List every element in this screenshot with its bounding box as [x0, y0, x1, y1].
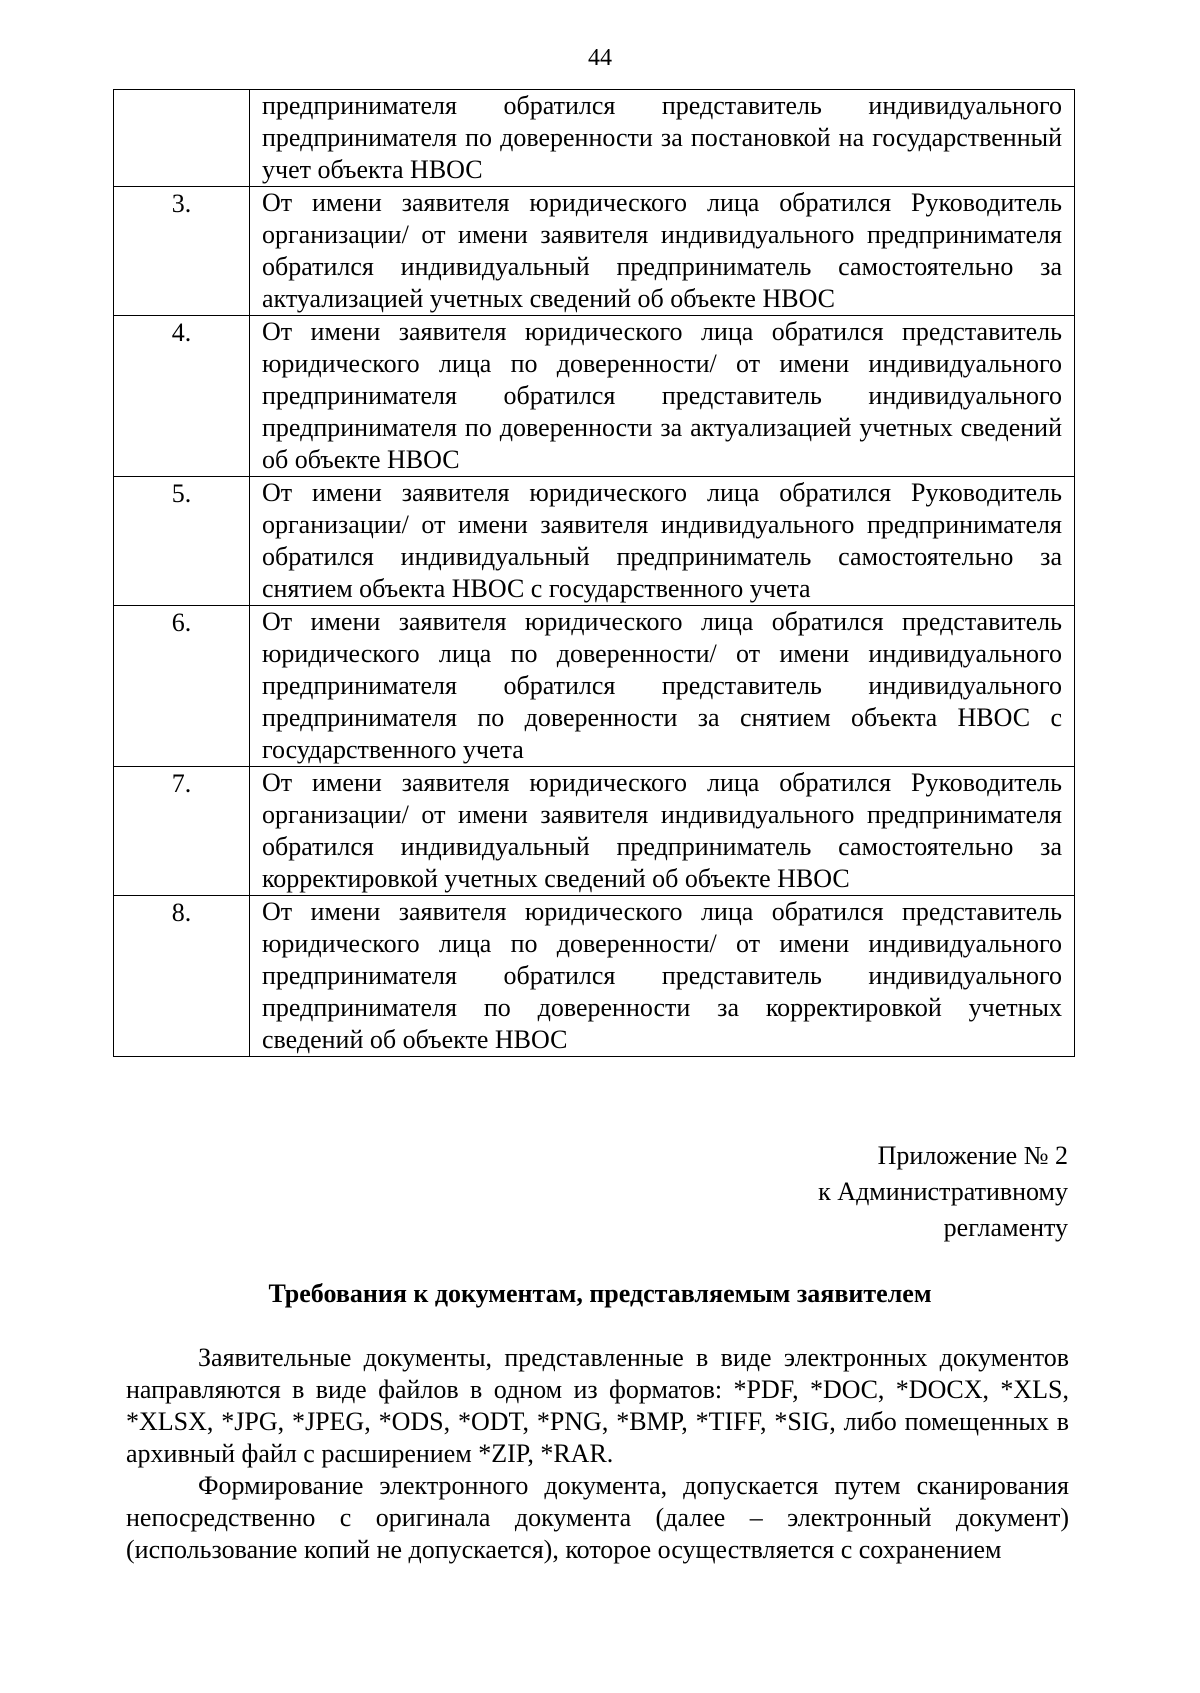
row-number: 3. [114, 187, 250, 316]
row-number: 5. [114, 477, 250, 606]
table-row [114, 896, 1075, 1057]
section-title: Требования к документам, представляемым заявителем [268, 1279, 932, 1308]
table-row [114, 606, 1075, 767]
table-row [114, 767, 1075, 896]
appendix-line-1: Приложение № 2 [877, 1141, 1068, 1170]
row-number [114, 90, 250, 187]
appendix-heading [818, 1138, 1068, 1246]
row-number: 4. [114, 316, 250, 477]
body-text [126, 1342, 1069, 1566]
row-description: От имени заявителя юридического лица обратился Руководитель организации/ от имени заявителя индивидуального предпринимателя обратился индивидуальный предприниматель самостоятельно за снятием объекта НВОС с государственного учета [250, 477, 1075, 606]
paragraph-scanning: Формирование электронного документа, допускается путем сканирования непосредственно с оригинала документа (далее – электронный документ) (использование копий не допускается), которое осуществляется с сохранением [126, 1471, 1069, 1564]
row-number: 7. [114, 767, 250, 896]
table-row [114, 477, 1075, 606]
page-number: 44 [588, 45, 612, 71]
table-row [114, 90, 1075, 187]
row-description: От имени заявителя юридического лица обратился Руководитель организации/ от имени заявителя индивидуального предпринимателя обратился индивидуальный предприниматель самостоятельно за корректировкой учетных сведений об объекте НВОС [250, 767, 1075, 896]
row-description: От имени заявителя юридического лица обратился Руководитель организации/ от имени заявителя индивидуального предпринимателя обратился индивидуальный предприниматель самостоятельно за актуализацией учетных сведений об объекте НВОС [250, 187, 1075, 316]
table-row [114, 187, 1075, 316]
row-description: От имени заявителя юридического лица обратился представитель юридического лица по доверенности/ от имени индивидуального предпринимателя обратился представитель индивидуального предпринимателя по доверенности за актуализацией учетных сведений об объекте НВОС [250, 316, 1075, 477]
table-row [114, 316, 1075, 477]
applicant-cases-table [113, 89, 1075, 1057]
row-number: 8. [114, 896, 250, 1057]
row-description: От имени заявителя юридического лица обратился представитель юридического лица по доверенности/ от имени индивидуального предпринимателя обратился представитель индивидуального предпринимателя по доверенности за корректировкой учетных сведений об объекте НВОС [250, 896, 1075, 1057]
row-description: От имени заявителя юридического лица обратился представитель юридического лица по доверенности/ от имени индивидуального предпринимателя обратился представитель индивидуального предпринимателя по доверенности за снятием объекта НВОС с государственного учета [250, 606, 1075, 767]
appendix-line-2: к Административному [818, 1177, 1068, 1206]
appendix-line-3: регламенту [943, 1213, 1068, 1242]
row-description: предпринимателя обратился представитель индивидуального предпринимателя по доверенности за постановкой на государственный учет объекта НВОС [250, 90, 1075, 187]
paragraph-formats: Заявительные документы, представленные в виде электронных документов направляются в виде файлов в одном из форматов: *PDF, *DOC, *DOCX, *XLS, *XLSX, *JPG, *JPEG, *ODS, *ODT, *PNG, *BMP, *TIFF, *SIG, либо помещенных в архивный файл с расширением *ZIP, *RAR. [126, 1343, 1069, 1468]
table-body [114, 90, 1075, 1057]
row-number: 6. [114, 606, 250, 767]
